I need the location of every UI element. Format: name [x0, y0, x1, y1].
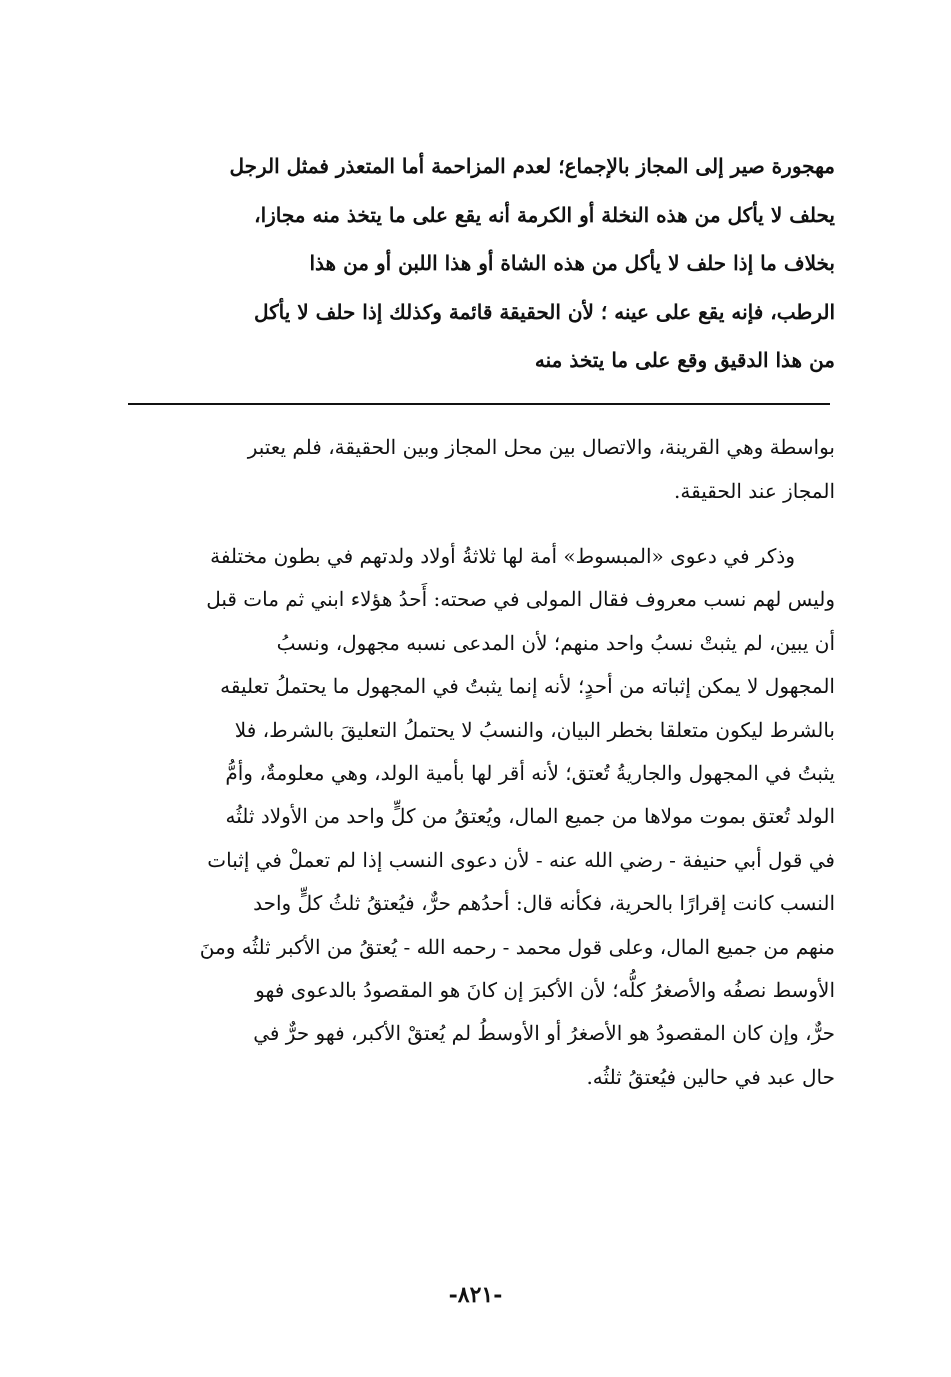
footnote-divider	[128, 403, 830, 405]
footnote-line: بواسطة وهي القرينة، والاتصال بين محل المجاز وبين الحقيقة، فلم يعتبر	[247, 435, 835, 459]
main-line: النسب كانت إقرارًا بالحرية، فكأنه قال: أحدُهم حرٌّ، فيُعتقُ ثلثُ كلٍّ واحد	[253, 891, 835, 916]
footnote-text	[130, 425, 835, 513]
commentary-line: مهجورة صير إلى المجاز بالإجماع؛ لعدم المزاحمة أما المتعذر فمثل الرجل	[229, 154, 835, 178]
main-line: حرٌّ، وإن كان المقصودُ هو الأصغرُ أو الأوسطُ لم يُعتقْ الأكبر، فهو حرٌّ في	[253, 1021, 835, 1046]
main-line: المجهول لا يمكن إثباته من أحدٍ؛ لأنه إنما يثبتُ في المجهول ما يحتملُ تعليقه	[220, 674, 835, 699]
commentary-line: الرطب، فإنه يقع على عينه ؛ لأن الحقيقة قائمة وكذلك إذا حلف لا يأكل	[253, 299, 835, 324]
footnote-line: المجاز عند الحقيقة.	[674, 479, 835, 503]
main-line: وذكر في دعوى «المبسوط» أمة لها ثلاثةُ أولاد ولدتهم في بطون مختلفة	[210, 544, 795, 568]
main-line: منهم من جميع المال، وعلى قول محمد - رحمه الله - يُعتقُ من الأكبر ثلثُه ومنَ	[199, 934, 835, 959]
main-line: في قول أبي حنيفة - رضي الله عنه - لأن دعوى النسب إذا لم تعملْ في إثبات	[207, 847, 835, 872]
page-number: -٨٢١-	[448, 1282, 503, 1308]
main-line: الولد تُعتق بموت مولاها من جميع المال، ويُعتقُ من كلٍّ واحد من الأولاد ثلثُه	[225, 804, 835, 829]
main-line: أن يبين، لم يثبتْ نسبُ واحد منهم؛ لأن المدعى نسبه مجهول، ونسبُ	[276, 630, 835, 655]
commentary-line: يحلف لا يأكل من هذه النخلة أو الكرمة أنه يقع على ما يتخذ منه مجازا،	[254, 202, 835, 227]
main-paragraph	[130, 535, 835, 1099]
main-line: بالشرط ليكون متعلقا بخطر البيان، والنسبُ لا يحتملُ التعليقَ بالشرط، فلا	[234, 717, 835, 742]
commentary-line: بخلاف ما إذا حلف لا يأكل من هذه الشاة أو هذا اللبن أو من هذا	[309, 251, 835, 275]
main-line: حال عبد في حالين فيُعتقُ ثلثُه.	[586, 1064, 835, 1089]
commentary-line: من هذا الدقيق وقع على ما يتخذ منه	[534, 348, 835, 372]
main-line: وليس لهم نسب معروف فقال المولى في صحته: أَحدُ هؤلاء ابني ثم مات قبل	[206, 587, 835, 612]
main-line: الأوسط نصفُه والأصغرُ كلُّه؛ لأن الأكبرَ إن كانَ هو المقصودُ بالدعوى فهو	[255, 978, 835, 1003]
main-line: يثبتُ في المجهول والجاريةُ تُعتق؛ لأنه أقر لها بأمية الولد، وهي معلومةٌ، وأمُّ	[225, 761, 835, 786]
commentary-text	[130, 142, 835, 385]
